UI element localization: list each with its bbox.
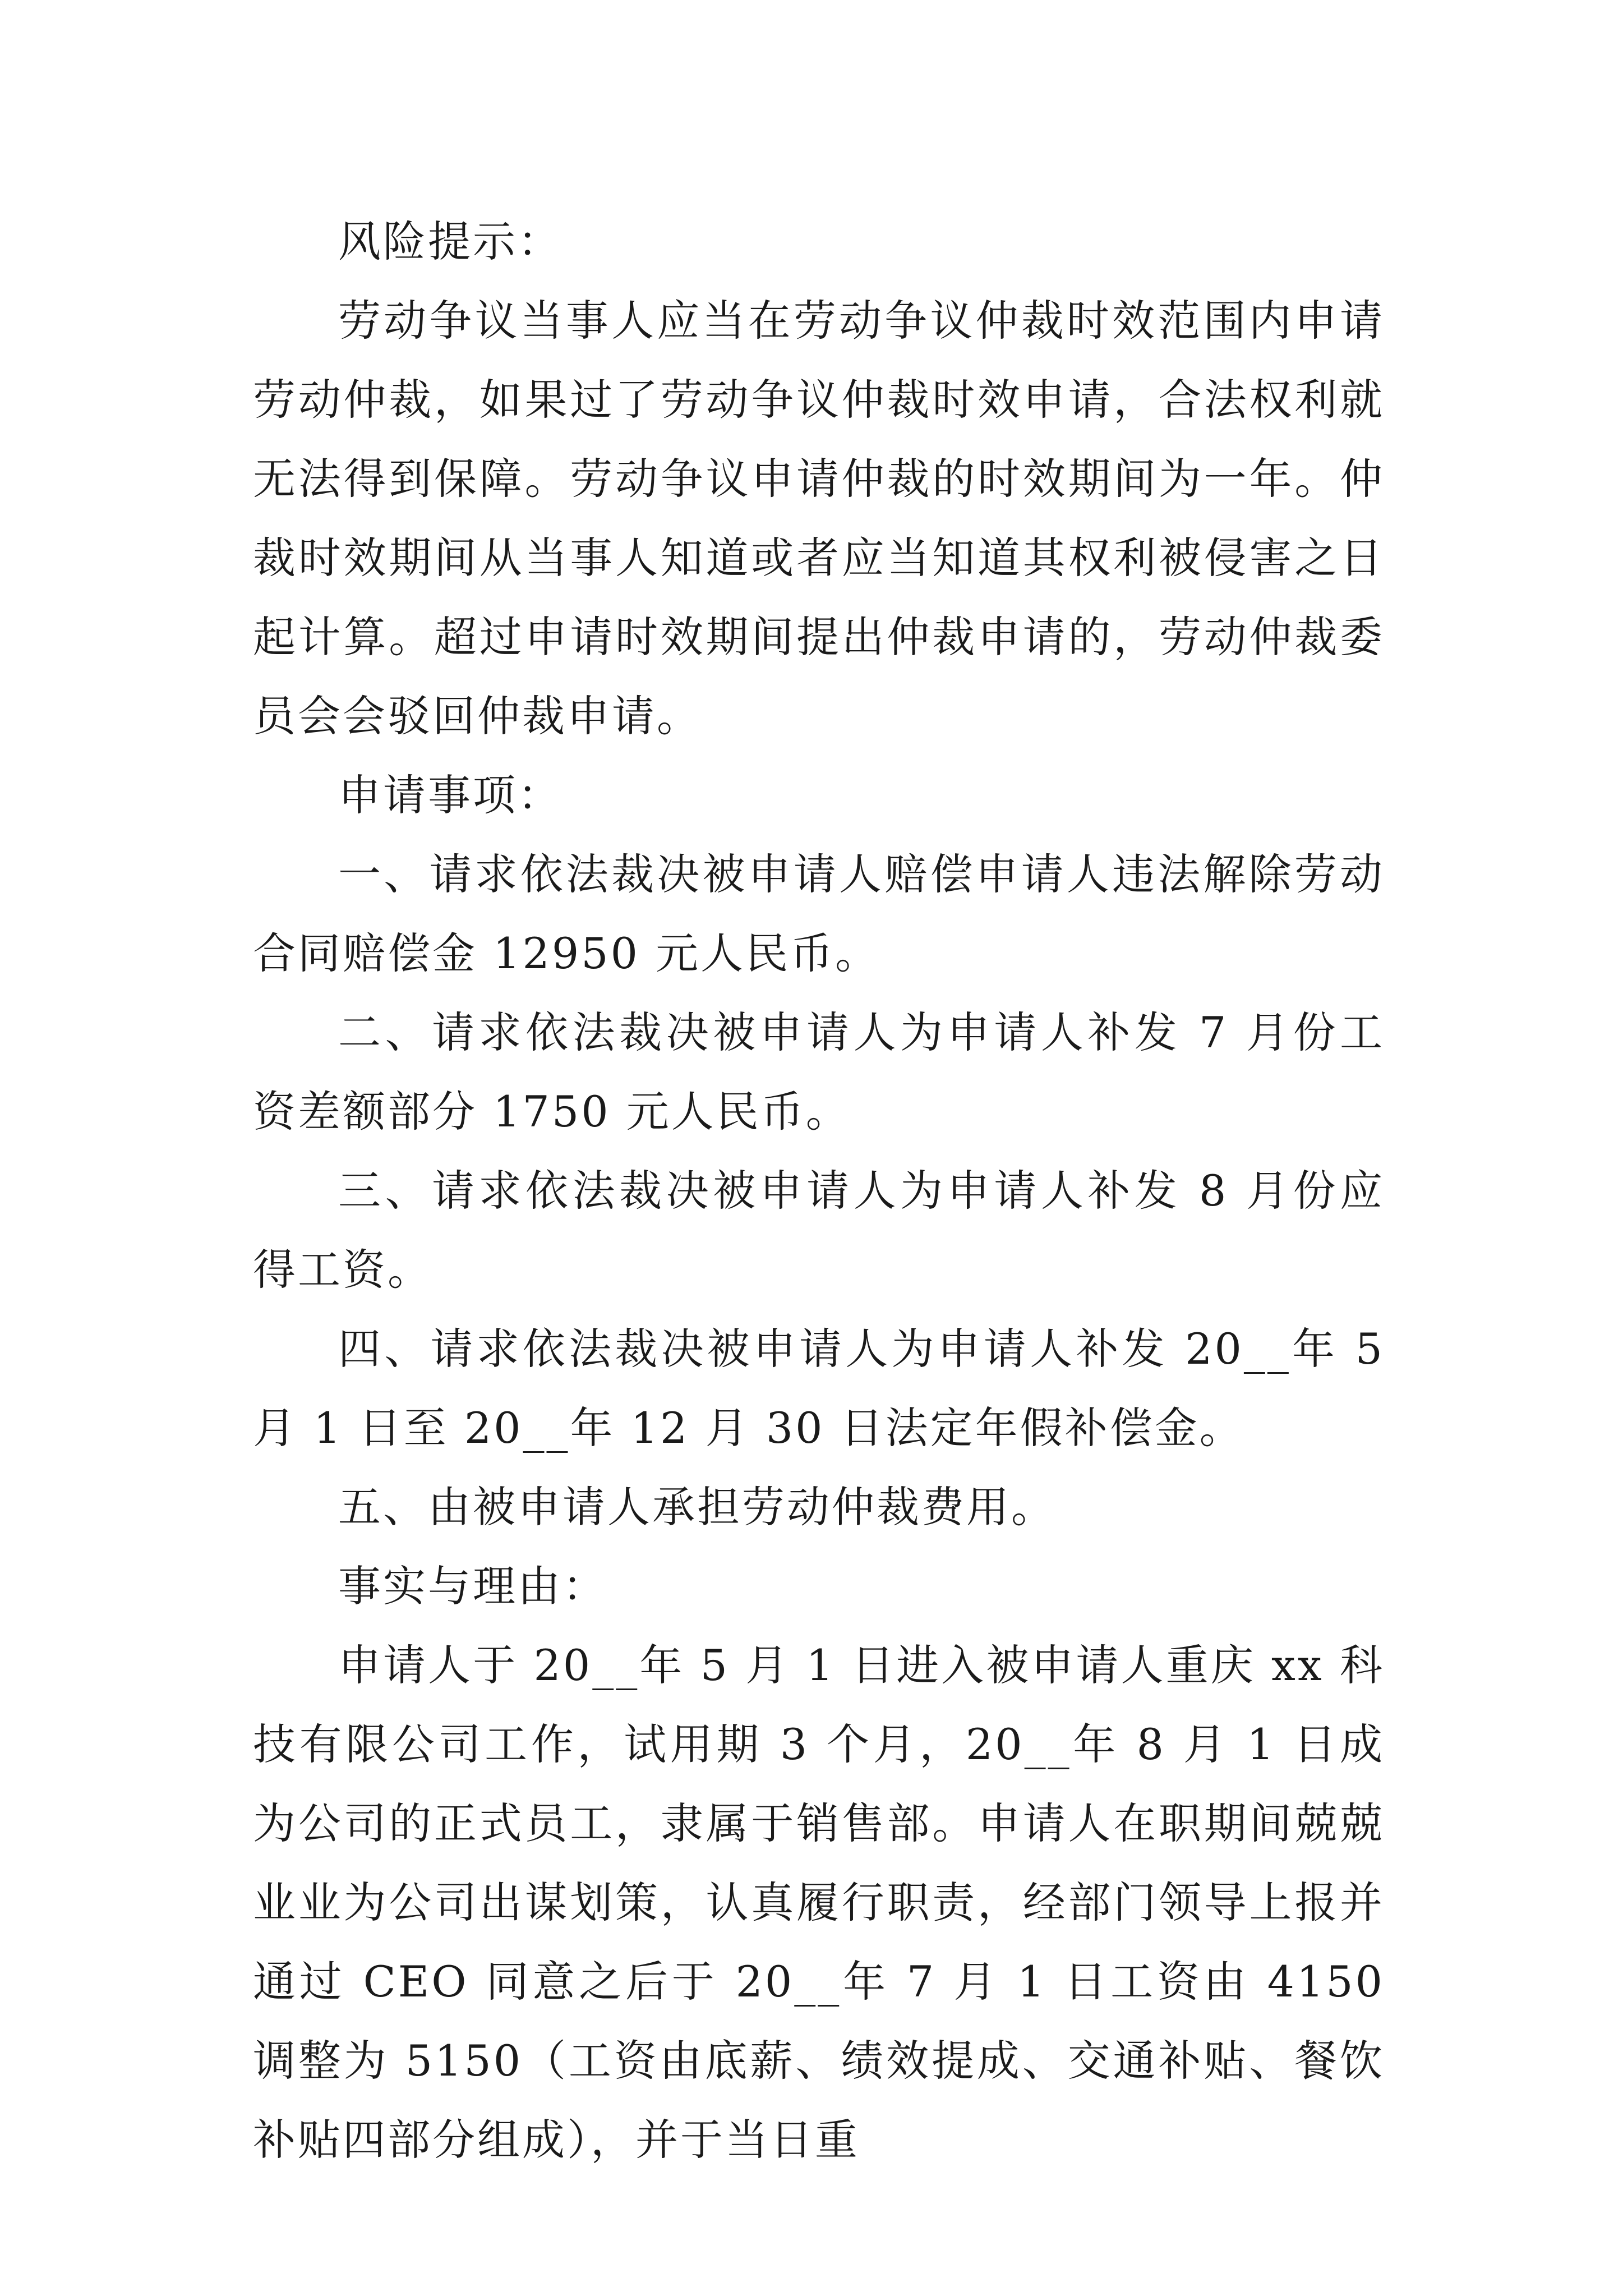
paragraph-risk-notice: 劳动争议当事人应当在劳动争议仲裁时效范围内申请劳动仲裁，如果过了劳动争议仲裁时效申请，合法权利就无法得到保障。劳动争议申请仲裁的时效期间为一年。仲裁时效期间从当事人知道或者应当知道其权利被侵害之日起计算。超过申请时效期间提出仲裁申请的，劳动仲裁委员会会驳回仲裁申请。 [253, 296, 1385, 741]
application-item-1: 一、请求依法裁决被申请人赔偿申请人违法解除劳动合同赔偿金 12950 元人民币。 [253, 849, 1385, 978]
application-item-2: 二、请求依法裁决被申请人为申请人补发 7 月份工资差额部分 1750 元人民币。 [253, 1007, 1385, 1137]
paragraph-facts-and-reasons: 申请人于 20__年 5 月 1 日进入被申请人重庆 xx 科技有限公司工作，试用期 3 个月，20__年 8 月 1 日成为公司的正式员工，隶属于销售部。申请人在职期间兢兢业业为公司出谋划策，认真履行职责，经部门领导上报并通过 CEO 同意之后于 20__年 7 月 1 日工资由 4150 调整为 5150（工资由底薪、绩效提成、交通补贴、餐饮补贴四部分组成），并于当日重 [253, 1640, 1385, 2165]
application-item-4: 四、请求依法裁决被申请人为申请人补发 20__年 5 月 1 日至 20__年 12 月 30 日法定年假补偿金。 [253, 1324, 1385, 1453]
application-item-3: 三、请求依法裁决被申请人为申请人补发 8 月份应得工资。 [253, 1166, 1385, 1295]
heading-application-items: 申请事项： [338, 770, 562, 820]
heading-risk-notice: 风险提示： [338, 217, 562, 266]
heading-facts-and-reasons: 事实与理由： [338, 1561, 607, 1611]
application-item-5: 五、由被申请人承担劳动仲裁费用。 [338, 1482, 1056, 1532]
document-body [253, 202, 1385, 2179]
